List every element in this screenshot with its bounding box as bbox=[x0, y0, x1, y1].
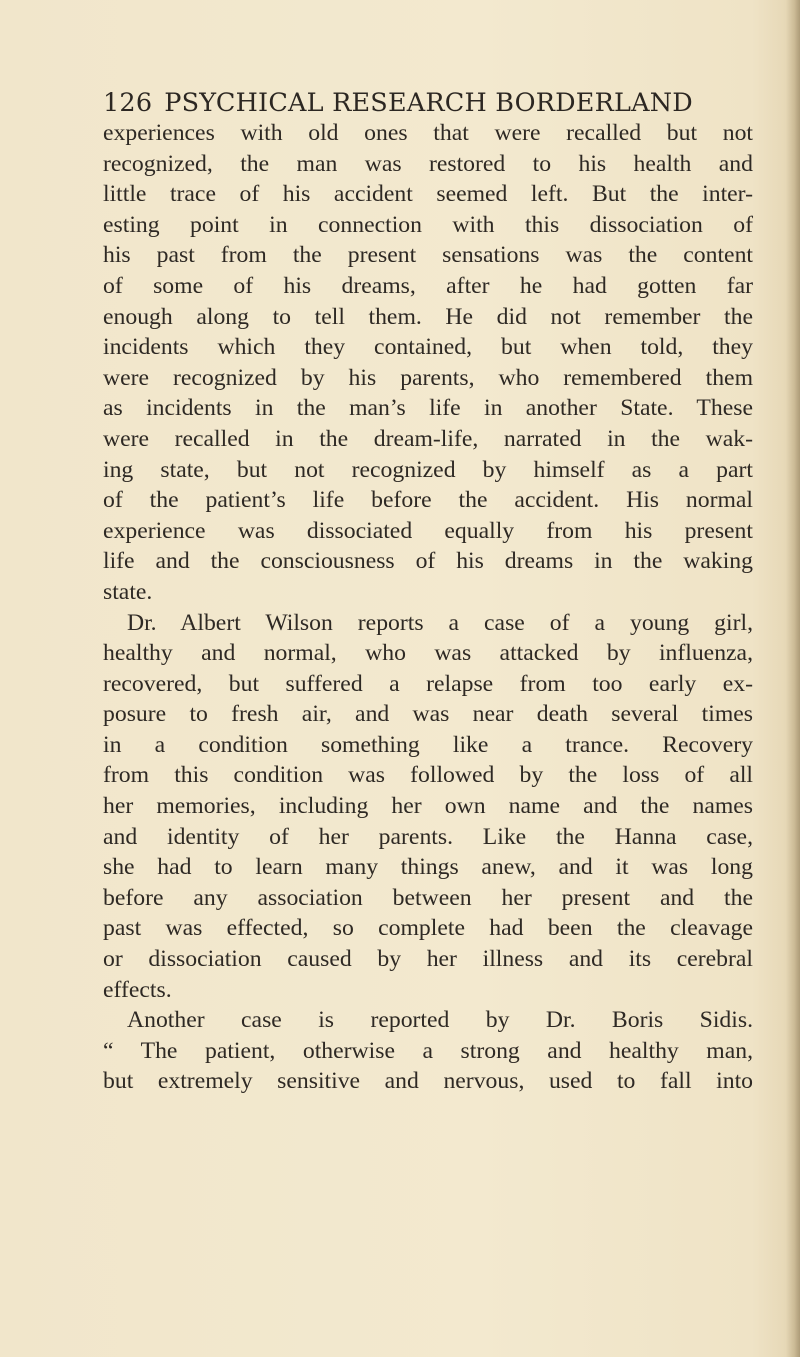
running-header bbox=[103, 88, 763, 118]
text-line: state. bbox=[103, 578, 153, 605]
text-line: enough along to tell them. He did not remember the bbox=[103, 303, 753, 330]
text-line: little trace of his accident seemed left. But the inter- bbox=[103, 181, 753, 208]
text-line: Another case is reported by Dr. Boris Sidis. bbox=[127, 1007, 753, 1034]
text-line: from this condition was followed by the loss of all bbox=[103, 762, 753, 789]
text-line: of the patient’s life before the accident. His normal bbox=[103, 487, 753, 514]
text-line: her memories, including her own name and the names bbox=[103, 793, 753, 820]
text-line: were recalled in the dream-life, narrated in the wak- bbox=[103, 425, 753, 452]
text-line: healthy and normal, who was attacked by influenza, bbox=[103, 640, 753, 667]
text-line: were recognized by his parents, who remembered them bbox=[103, 364, 753, 391]
text-line: esting point in connection with this dissociation of bbox=[103, 211, 753, 238]
text-line: posure to fresh air, and was near death several times bbox=[103, 701, 753, 728]
text-line: but extremely sensitive and nervous, used to fall into bbox=[103, 1068, 753, 1095]
text-line: his past from the present sensations was the content bbox=[103, 242, 753, 269]
text-line: “ The patient, otherwise a strong and healthy man, bbox=[103, 1037, 753, 1064]
text-line: past was effected, so complete had been the cleavage bbox=[103, 915, 753, 942]
text-line: she had to learn many things anew, and it was long bbox=[103, 854, 753, 881]
text-line: experience was dissociated equally from his present bbox=[103, 517, 753, 544]
text-line: or dissociation caused by her illness and its cerebral bbox=[103, 946, 753, 973]
text-line: ing state, but not recognized by himself as a part bbox=[103, 456, 753, 483]
text-line: recovered, but suffered a relapse from too early ex- bbox=[103, 670, 753, 697]
text-line: before any association between her present and the bbox=[103, 884, 753, 911]
text-line: recognized, the man was restored to his health and bbox=[103, 150, 753, 177]
text-line: as incidents in the man’s life in another State. These bbox=[103, 395, 753, 422]
body-text bbox=[103, 118, 753, 1097]
text-line: of some of his dreams, after he had gotten far bbox=[103, 272, 753, 299]
text-line: and identity of her parents. Like the Hanna case, bbox=[103, 823, 753, 850]
text-line: in a condition something like a trance. Recovery bbox=[103, 731, 753, 758]
text-line: Dr. Albert Wilson reports a case of a young girl, bbox=[127, 609, 753, 636]
page-number: 126 bbox=[103, 88, 153, 118]
text-line: experiences with old ones that were recalled but not bbox=[103, 120, 753, 146]
running-title: PSYCHICAL RESEARCH BORDERLAND bbox=[164, 88, 693, 118]
page-edge-shadow bbox=[786, 0, 800, 1357]
text-line: life and the consciousness of his dreams in the waking bbox=[103, 548, 753, 575]
text-line: incidents which they contained, but when told, they bbox=[103, 334, 753, 361]
text-line: effects. bbox=[103, 976, 172, 1003]
